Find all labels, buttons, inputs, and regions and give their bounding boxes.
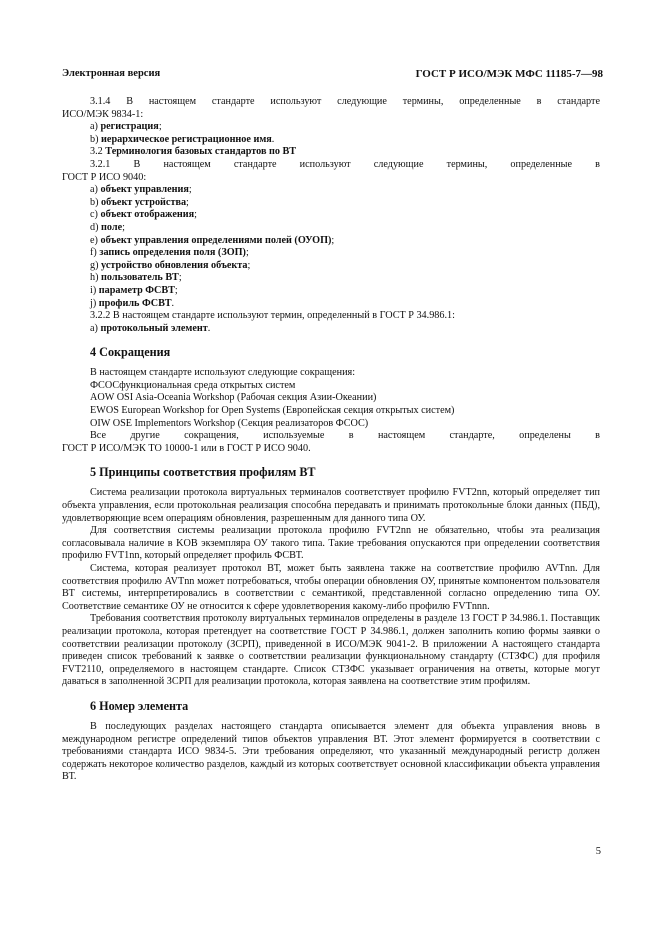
section-5-paragraph-3: Система, которая реализует протокол ВТ, может быть заявлена также на соответствие профилю AVTnn. Для соответствия профилю AVTnn может потребоваться, чтобы операции обновления ОУ, принятые компонентом пользователя ВТ системы, интерпретировались в соответствии с семантикой, представленной согласно определению типа ОУ. Соответствие семантике ОУ не относится к сфере удовлетворения какому-либо профилю FVTnnn. xyxy=(62,563,600,612)
section-4-other: Все другие сокращения, используемые в настоящем стандарте, определены в xyxy=(90,430,600,442)
clause-3-2-1-intro: 3.2.1 В настоящем стандарте используют следующие термины, определенные в xyxy=(90,158,600,170)
section-5-title: 5 Принципы соответствия профилям ВТ xyxy=(90,465,316,480)
clause-3-2-2-intro: 3.2.2 В настоящем стандарте используют термин, определенный в ГОСТ Р 34.986.1: xyxy=(90,310,455,322)
section-6-title: 6 Номер элемента xyxy=(90,698,189,713)
section-4-title: 4 Сокращения xyxy=(90,345,171,360)
list-item: а) протокольный элемент. xyxy=(90,322,211,334)
clause-3-1-4-intro: 3.1.4 В настоящем стандарте используют следующие термины, определенные в стандарте xyxy=(90,96,600,107)
document-body xyxy=(62,96,600,784)
list-item: b) иерархическое регистрационное имя. xyxy=(90,133,275,145)
list-item: c) объект отображения; xyxy=(90,209,197,221)
clause-3-2-1-intro-cont: ГОСТ Р ИСО 9040: xyxy=(62,171,147,183)
list-item: а) регистрация; xyxy=(90,121,162,133)
abbreviation-item: OIW OSE Implementors Workshop (Секция реализаторов ФСОС) xyxy=(90,417,369,429)
list-item: j) профиль ФСВТ. xyxy=(90,297,175,309)
list-item: i) параметр ФСВТ; xyxy=(90,284,178,296)
section-5-paragraph-4: Требования соответствия протоколу виртуальных терминалов определены в разделе 13 ГОСТ Р 34.986.1. Поставщик реализации протокола, которая претендует на соответствие ГОСТ Р 34.986.1, должен заполнить копию формы заявки о соответствии реализации протоколу (ЗСРП), приведенной в ИСО/МЭК 9041-2. В приложении А настоящего стандарта приведен список требований к заявке о соответствии реализации функциональному стандарту (СТЗФС) для профиля FVT2110, определяемого в настоящем стандарте. Список СТЗФС указывает ограничения на ответы, которые могут даваться в заполненной ЗСРП для реализации протокола, которая заявлена на соответствие этим профилям. xyxy=(62,613,600,688)
abbreviation-item: AOW OSI Asia-Oceania Workshop (Рабочая секция Азии-Океании) xyxy=(90,392,377,404)
list-item: e) объект управления определениями полей (ОУОП); xyxy=(90,234,335,246)
page-header xyxy=(62,68,603,84)
page-number: 5 xyxy=(595,846,601,857)
list-item: b) объект устройства; xyxy=(90,196,189,208)
section-4-other-cont: ГОСТ Р ИСО/МЭК ТО 10000-1 или в ГОСТ Р ИСО 9040. xyxy=(62,442,311,454)
abbreviation-item: ФСОСфункциональная среда открытых систем xyxy=(90,379,296,391)
list-item: d) поле; xyxy=(90,221,125,233)
clause-3-1-4-intro-cont: ИСО/МЭК 9834-1: xyxy=(62,108,144,120)
list-item: h) пользователь ВТ; xyxy=(90,272,182,284)
abbreviation-item: EWOS European Workshop for Open Systems (Европейская секция открытых систем) xyxy=(90,405,455,417)
section-4-intro: В настоящем стандарте используют следующие сокращения: xyxy=(90,367,356,379)
list-item: g) устройство обновления объекта; xyxy=(90,259,251,271)
list-item: a) объект управления; xyxy=(90,184,192,196)
list-item: f) запись определения поля (ЗОП); xyxy=(90,247,249,259)
clause-3-2-heading: 3.2 Терминология базовых стандартов по ВТ xyxy=(90,146,296,158)
section-5-paragraph-1: Система реализации протокола виртуальных терминалов соответствует профилю FVT2nn, который определяет тип объекта управления, если протокольная реализация способна передавать и принимать протокольные блоки данных (ПБД), удовлетворяющие всем операциям обновления, разрешенным для данного типа ОУ. xyxy=(62,487,600,524)
header-edition-label: Электронная версия xyxy=(62,68,161,79)
section-5-paragraph-2: Для соответствия системы реализации протокола профилю FVT2nn не обязательно, чтобы эта реализация согласовывала наличие в KOB экземпляра ОУ такого типа. Такие требования опускаются при определении соответствия профилю FVT1nn, который определяет профиль ФСВТ. xyxy=(62,525,600,562)
section-6-paragraph-1: В последующих разделах настоящего стандарта описывается элемент для объекта управления вновь в международном регистре определений типов объектов управления ВТ. Этот элемент формируется в соответствии с требованиями стандарта ИСО 9834-5. Эти требования определяют, что указанный международный регистр должен содержать некоторое количество разделов, каждый из которых соответствует основной классификации объекта управления ВТ. xyxy=(62,720,600,783)
header-standard-number: ГОСТ Р ИСО/МЭК МФС 11185-7—98 xyxy=(415,68,603,80)
